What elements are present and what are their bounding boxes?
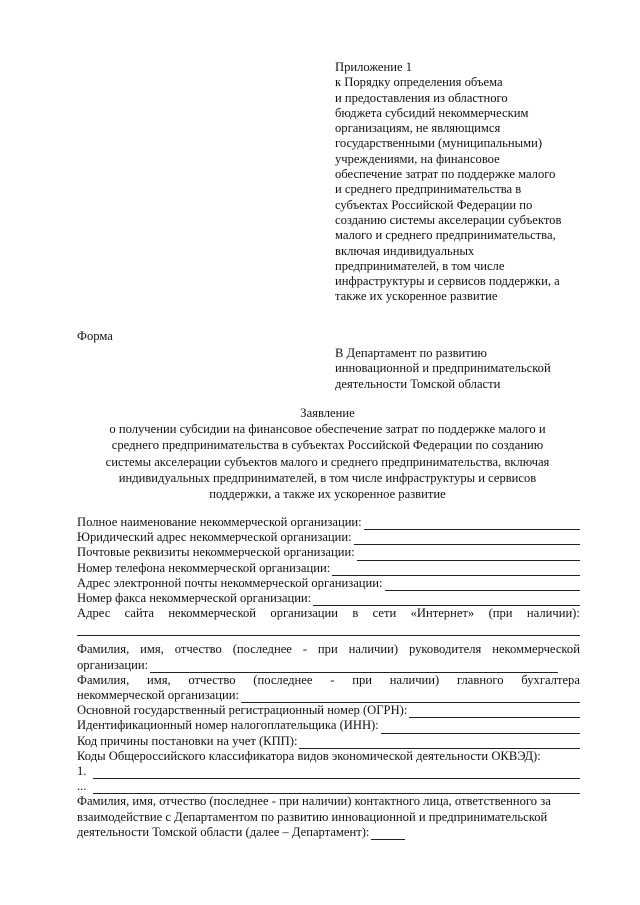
word: «Интернет» [410, 606, 475, 621]
title-line: поддержки, а также их ускоренное развитие [209, 487, 446, 502]
field-label: некоммерческой организации: [77, 688, 239, 703]
word: наличии) [389, 672, 440, 687]
word: Адрес [77, 606, 111, 621]
field-website [77, 606, 580, 621]
postal-blank[interactable] [357, 549, 580, 561]
field-accountant-name [77, 673, 580, 688]
website-blank[interactable] [77, 621, 580, 636]
field-postal [77, 545, 580, 560]
okved-item [77, 764, 580, 779]
addressee-line: инновационной и предпринимательской [335, 361, 551, 376]
field-label: Почтовые реквизиты некоммерческой организации: [77, 545, 355, 560]
field-legal-address [77, 530, 580, 545]
okved-ellipsis: ... [77, 779, 87, 794]
appendix-line: организациям, не являющимся [335, 121, 501, 136]
field-label: Идентификационный номер налогоплательщика (ИНН): [77, 718, 379, 733]
word: (последнее [253, 672, 313, 687]
field-label: Юридический адрес некоммерческой организации: [77, 530, 352, 545]
word: отчество [174, 642, 222, 657]
word: Фамилия, [77, 672, 130, 687]
fax-blank[interactable] [313, 594, 580, 606]
field-full-name [77, 515, 580, 530]
word: при [317, 642, 338, 657]
word: отчество [188, 672, 236, 687]
accountant-name-blank[interactable] [241, 691, 580, 703]
field-label: Код причины постановки на учет (КПП): [77, 733, 298, 748]
application-fields [77, 515, 580, 840]
field-label: организации: [77, 657, 149, 672]
appendix-line: малого и среднего предпринимательства, [335, 228, 556, 243]
field-label: Полное наименование некоммерческой организации: [77, 515, 362, 529]
appendix-header [335, 60, 585, 305]
contact-line: Фамилия, имя, отчество (последнее - при наличии) контактного лица, ответственного за [77, 794, 551, 809]
form-label: Форма [77, 329, 113, 343]
word: - [302, 642, 307, 657]
field-inn [77, 718, 580, 733]
word: в [352, 606, 359, 621]
addressee [335, 346, 551, 392]
appendix-line: и среднего предпринимательства в [335, 182, 522, 197]
word: организации [270, 606, 339, 621]
word: имя, [140, 642, 164, 657]
word: имя, [146, 672, 171, 687]
word: при [352, 672, 372, 687]
word: некоммерческой [168, 606, 257, 621]
field-accountant-name-cont [77, 688, 580, 703]
field-label: Основной государственный регистрационный номер (ОГРН): [77, 703, 408, 718]
word: бухгалтера [521, 672, 580, 687]
okved-more-blank[interactable] [93, 782, 580, 794]
appendix-line: инфраструктуры и сервисов поддержки, а [335, 274, 560, 289]
addressee-line: В Департамент по развитию [335, 346, 487, 360]
word: наличии): [526, 606, 580, 621]
field-kpp [77, 734, 580, 749]
full-name-blank[interactable] [364, 518, 580, 530]
title-line: индивидуальных предпринимателей, в том числе инфраструктуры и сервисов [118, 470, 537, 485]
appendix-line: созданию системы акселерации субъектов [335, 212, 562, 227]
okved-item-number: 1. [77, 764, 87, 779]
word: (при [488, 606, 513, 621]
word: сети [372, 606, 397, 621]
field-email [77, 576, 580, 591]
legal-address-blank[interactable] [354, 533, 580, 545]
field-label: Номер факса некоммерческой организации: [77, 591, 312, 606]
word: руководителя [408, 642, 482, 657]
title-line: о получении субсидии на финансовое обеспечение затрат по поддержке малого и [109, 422, 546, 437]
word: сайта [124, 606, 154, 621]
field-okved [77, 749, 580, 764]
email-blank[interactable] [385, 579, 581, 591]
appendix-line: субъектах Российской Федерации по [335, 197, 533, 212]
field-label: Коды Общероссийского классификатора видов экономической деятельности ОКВЭД): [77, 748, 541, 763]
word: некоммерческой [492, 642, 580, 657]
field-head-name [77, 642, 580, 657]
appendix-line: включая индивидуальных [335, 243, 475, 258]
head-name-blank[interactable] [150, 661, 558, 673]
addressee-line: деятельности Томской области [335, 376, 501, 391]
field-label: деятельности Томской области (далее – Департамент): [77, 824, 370, 839]
field-head-name-cont [77, 658, 580, 673]
appendix-line: и предоставления из областного [335, 90, 508, 105]
word: - [330, 672, 335, 687]
appendix-line: Приложение 1 [335, 60, 413, 74]
appendix-line: обеспечение затрат по поддержке малого [335, 167, 556, 182]
contact-line: взаимодействие с Департаментом по развитию инновационной и предпринимательской [77, 809, 548, 824]
field-contact [77, 825, 580, 840]
field-label: Адрес электронной почты некоммерческой организации: [77, 575, 383, 590]
phone-blank[interactable] [332, 564, 580, 576]
appendix-line: также их ускоренное развитие [335, 289, 498, 304]
kpp-blank[interactable] [299, 737, 580, 749]
field-fax [77, 591, 580, 606]
field-ogrn [77, 703, 580, 718]
appendix-line: учреждениями, на финансовое [335, 151, 500, 166]
word: наличии) [348, 642, 399, 657]
contact-blank[interactable] [371, 828, 405, 840]
appendix-line: предпринимателей, в том числе [335, 258, 505, 273]
field-label: Номер телефона некоммерческой организации: [77, 560, 331, 575]
document-title [70, 405, 585, 502]
appendix-line: бюджета субсидий некоммерческим [335, 105, 529, 120]
appendix-line: к Порядку определения объема [335, 75, 503, 90]
appendix-line: государственными (муниципальными) [335, 136, 543, 151]
title-line: среднего предпринимательства в субъектах Российской Федерации по созданию [111, 438, 544, 453]
field-phone [77, 561, 580, 576]
okved-item-more [77, 779, 580, 794]
title-line: системы акселерации субъектов малого и среднего предпринимательства, включая [105, 454, 550, 469]
title-heading: Заявление [300, 406, 355, 420]
word: Фамилия, [77, 642, 130, 657]
word: главного [457, 672, 504, 687]
word: (последнее [232, 642, 292, 657]
ogrn-blank[interactable] [409, 706, 580, 718]
inn-blank[interactable] [381, 722, 580, 734]
okved-item-blank[interactable] [93, 767, 580, 779]
